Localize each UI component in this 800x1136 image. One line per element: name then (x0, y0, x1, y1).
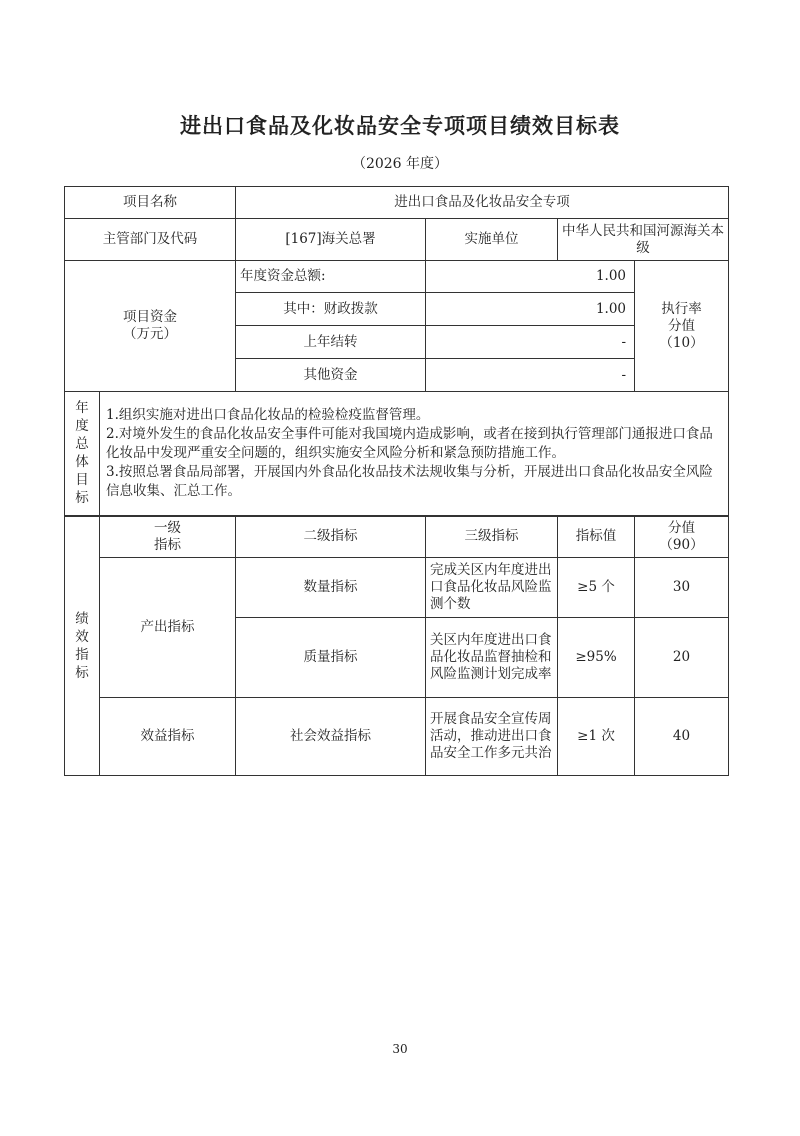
level3-cell: 开展食品安全宣传周活动，推动进出口食品安全工作多元共治 (426, 698, 558, 776)
implementing-unit-label: 实施单位 (426, 219, 558, 261)
funds-total-label: 年度资金总额: (236, 261, 426, 293)
level3-cell: 完成关区内年度进出口食品化妆品风险监测个数 (426, 558, 558, 618)
level3-cell: 关区内年度进出口食品化妆品监督抽检和风险监测计划完成率 (426, 618, 558, 698)
goal-line: 2.对境外发生的食品化妆品安全事件可能对我国境内造成影响，或者在接到执行管理部门通报进口食品化妆品中发现严重安全问题的，组织实施安全风险分析和紧急预防措施工作。 (106, 425, 713, 461)
funds-fiscal-label: 其中：财政拨款 (236, 293, 426, 326)
indicator-row (65, 698, 729, 776)
funds-total-value: 1.00 (426, 261, 635, 293)
funds-other-value: - (426, 359, 635, 392)
annual-goals-row (65, 392, 729, 516)
execution-score-value: （10） (659, 334, 704, 351)
indicator-value-cell: ≥1 次 (558, 698, 635, 776)
document-title: 进出口食品及化妆品安全专项项目绩效目标表 (180, 114, 620, 138)
funds-label-cell (65, 261, 236, 392)
execution-rate-cell (635, 261, 729, 392)
header-score: 分值 （90） (635, 516, 729, 558)
funds-carryover-label: 上年结转 (236, 326, 426, 359)
level2-cell: 质量指标 (236, 618, 426, 698)
implementing-unit-value: 中华人民共和国河源海关本级 (558, 219, 729, 261)
execution-score-label: 分值 (668, 317, 695, 334)
page-number: 30 (392, 1042, 408, 1056)
department-value: [167]海关总署 (236, 219, 426, 261)
execution-rate-label: 执行率 (661, 300, 702, 317)
header-level2: 二级指标 (236, 516, 426, 558)
funds-label: 项目资金 (123, 309, 177, 325)
indicator-row (65, 558, 729, 618)
project-name-row (65, 187, 729, 219)
funds-other-label: 其他资金 (236, 359, 426, 392)
header-level3: 三级指标 (426, 516, 558, 558)
indicators-header-row (65, 516, 729, 558)
level2-cell: 数量指标 (236, 558, 426, 618)
score-cell: 20 (635, 618, 729, 698)
score-cell: 30 (635, 558, 729, 618)
department-row (65, 219, 729, 261)
header-level1: 一级 指标 (100, 516, 236, 558)
indicator-value-cell: ≥5 个 (558, 558, 635, 618)
project-name-label: 项目名称 (65, 187, 236, 219)
performance-table (64, 186, 729, 776)
funds-row (65, 261, 729, 293)
output-indicator-label: 产出指标 (100, 558, 236, 698)
funds-carryover-value: - (426, 326, 635, 359)
level2-cell: 社会效益指标 (236, 698, 426, 776)
header-value: 指标值 (558, 516, 635, 558)
department-label: 主管部门及代码 (65, 219, 236, 261)
project-name-value: 进出口食品及化妆品安全专项 (236, 187, 729, 219)
goal-line: 3.按照总署食品局部署，开展国内外食品化妆品技术法规收集与分析，开展进出口食品化妆品安全风险信息收集、汇总工作。 (106, 463, 713, 499)
annual-goals-text (100, 392, 729, 516)
indicators-label: 绩 效 指 标 (65, 516, 100, 776)
benefit-indicator-label: 效益指标 (100, 698, 236, 776)
goal-line: 1.组织实施对进出口食品化妆品的检验检疫监督管理。 (106, 406, 430, 423)
score-cell: 40 (635, 698, 729, 776)
indicator-value-cell: ≥95% (558, 618, 635, 698)
document-subtitle: （2026 年度） (351, 156, 449, 172)
funds-fiscal-value: 1.00 (426, 293, 635, 326)
funds-unit: （万元） (123, 326, 177, 342)
annual-goals-label: 年 度 总 体 目 标 (65, 392, 100, 516)
